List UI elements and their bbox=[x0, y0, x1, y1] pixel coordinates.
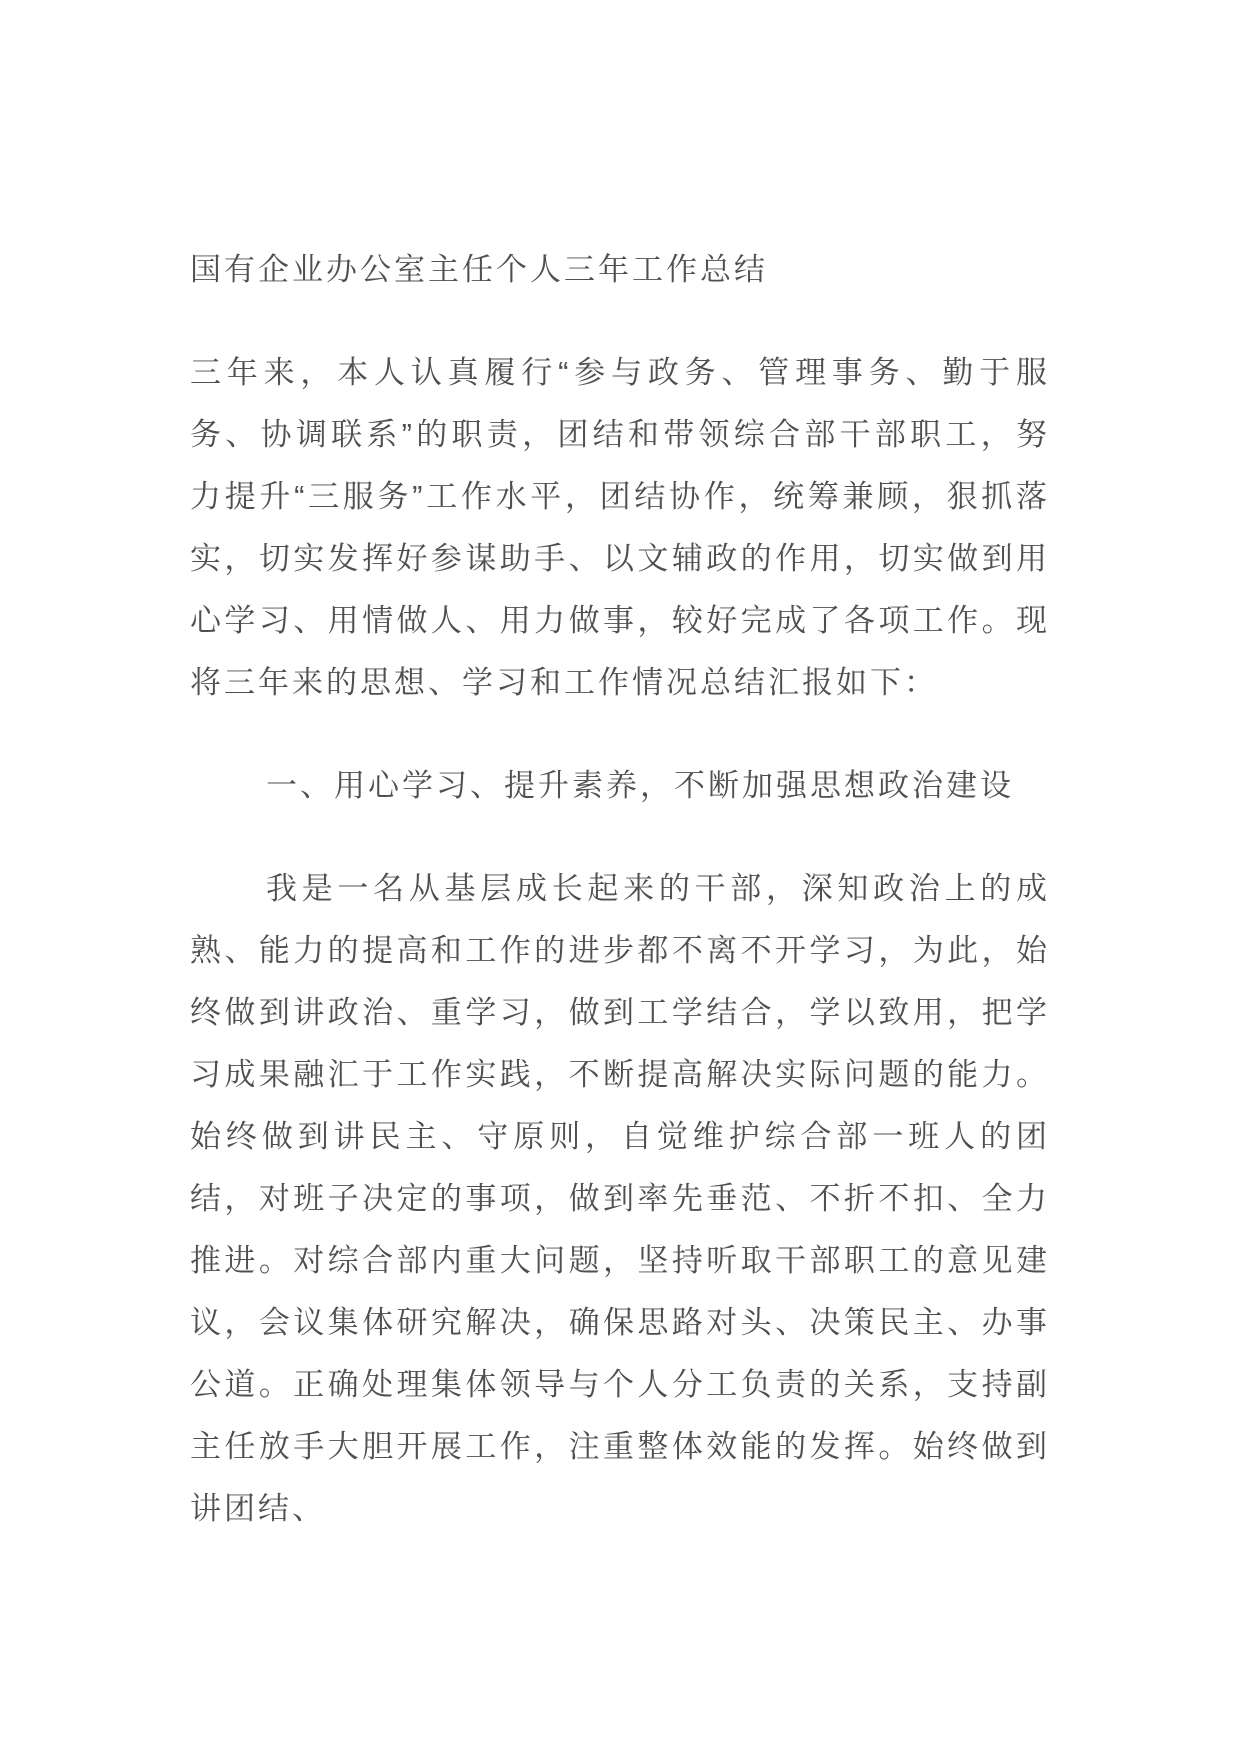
document-title: 国有企业办公室主任个人三年工作总结 bbox=[190, 252, 768, 287]
body-paragraph: 我是一名从基层成长起来的干部，深知政治上的成熟、能力的提高和工作的进步都不离不开学习，为此，始终做到讲政治、重学习，做到工学结合，学以致用，把学习成果融汇于工作实践，不断提高解决实际问题的能力。始终做到讲民主、守原则，自觉维护综合部一班人的团结，对班子决定的事项，做到率先垂范、不折不扣、全力推进。对综合部内重大问题，坚持听取干部职工的意见建议，会议集体研究解决，确保思路对头、决策民主、办事公道。正确处理集体领导与个人分工负责的关系，支持副主任放手大胆开展工作，注重整体效能的发挥。始终做到讲团结、 bbox=[190, 871, 1050, 1526]
intro-paragraph: 三年来，本人认真履行“参与政务、管理事务、勤于服务、协调联系”的职责，团结和带领综合部干部职工，努力提升“三服务”工作水平，团结协作，统筹兼顾，狠抓落实，切实发挥好参谋助手、以文辅政的作用，切实做到用心学习、用情做人、用力做事，较好完成了各项工作。现将三年来的思想、学习和工作情况总结汇报如下： bbox=[190, 355, 1050, 700]
section-heading: 一、用心学习、提升素养，不断加强思想政治建设 bbox=[266, 768, 1014, 803]
